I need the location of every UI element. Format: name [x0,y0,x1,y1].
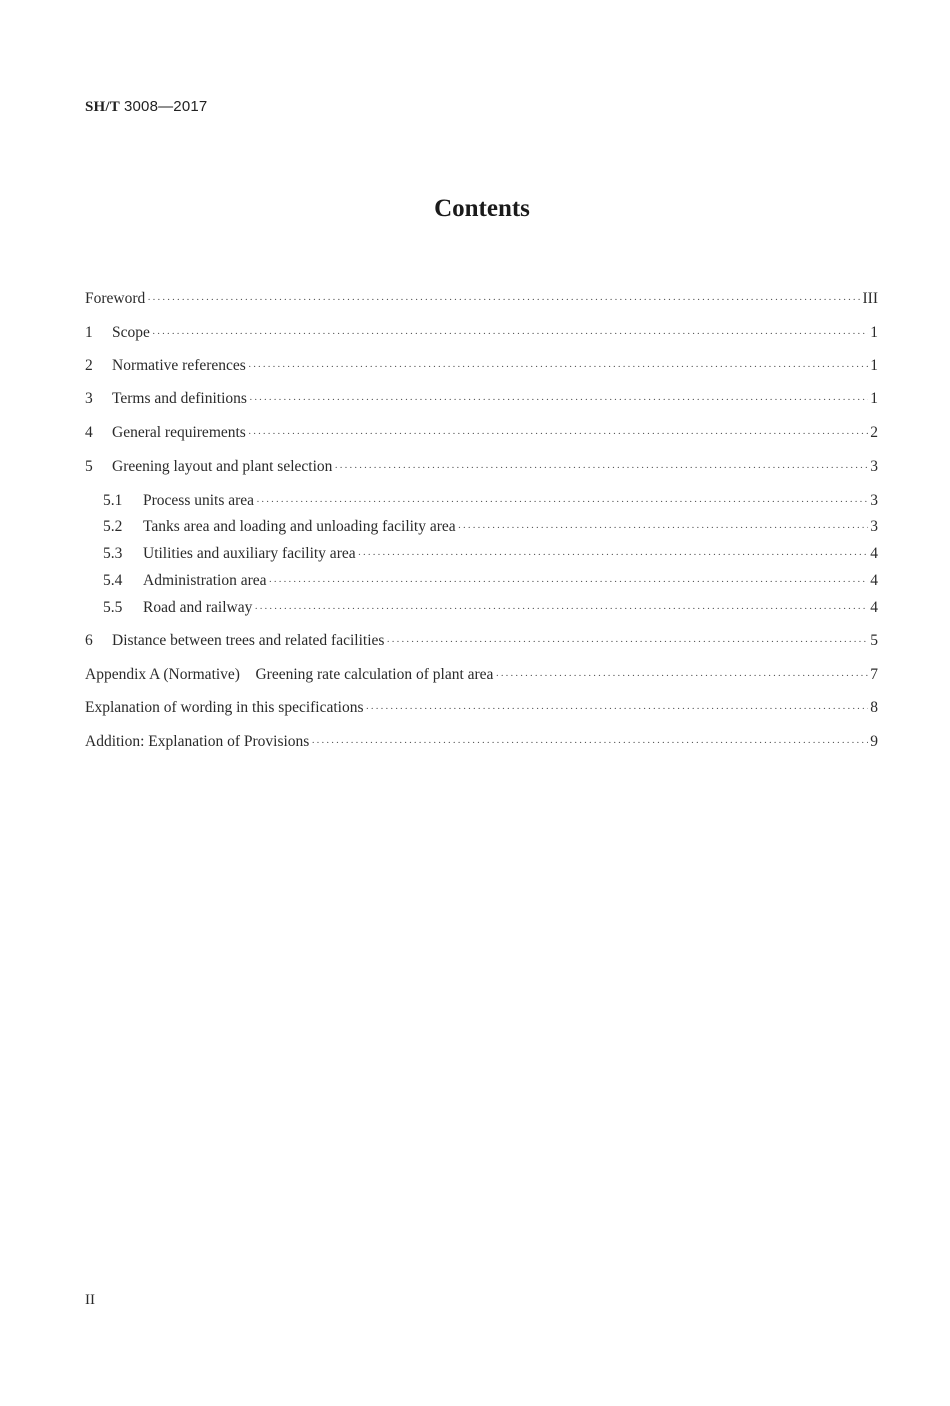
toc-entry-label: Road and railway [143,599,253,616]
toc-entry-greening-layout[interactable] [85,456,878,478]
toc-entry-page: 4 [870,599,878,616]
toc-leader-dots [256,491,868,513]
toc-leader-dots [248,423,868,445]
toc-entry-number: 6 [85,632,93,649]
toc-entry-label: Process units area [143,492,255,509]
toc-entry-addition-explanation[interactable] [85,731,878,753]
toc-leader-dots [366,698,869,720]
toc-entry-number: 5.3 [103,545,123,562]
toc-entry-normative-references[interactable] [85,355,878,377]
toc-entry-number: 4 [85,424,93,441]
toc-entry-page: 4 [870,572,878,589]
toc-entry-terms-and-definitions[interactable] [85,388,878,410]
toc-entry-number: 3 [85,390,93,407]
page-title: Contents [434,195,530,222]
toc-leader-dots [254,598,868,620]
toc-entry-number: 5 [85,458,93,475]
toc-entry-number: 5.2 [103,518,123,535]
document-code [85,98,207,116]
toc-entry-page: 9 [870,733,878,750]
toc-leader-dots [334,457,868,479]
toc-entry-page: 2 [870,424,878,441]
toc-entry-label: Foreword [85,290,146,307]
toc-entry-label: Addition: Explanation of Provisions [85,733,310,750]
toc-entry-explanation-of-wording[interactable] [85,697,878,719]
toc-entry-label: Scope [112,324,150,341]
toc-entry-label: Greening layout and plant selection [112,458,333,475]
toc-entry-utilities-area[interactable] [103,543,878,565]
toc-leader-dots [152,323,868,345]
toc-entry-scope[interactable] [85,322,878,344]
toc-entry-page: III [862,290,878,307]
toc-entry-page: 8 [870,699,878,716]
toc-leader-dots [311,732,868,754]
toc-entry-label: Appendix A (Normative) Greening rate calculation of plant area [85,666,494,683]
document-code-number: 3008—2017 [123,98,208,115]
toc-entry-page: 1 [870,324,878,341]
toc-entry-page: 1 [870,357,878,374]
toc-entry-page: 7 [870,666,878,683]
toc-leader-dots [269,571,869,593]
page-number: II [85,1292,95,1308]
toc-entry-number: 5.5 [103,599,123,616]
toc-entry-number: 2 [85,357,93,374]
toc-entry-general-requirements[interactable] [85,422,878,444]
toc-leader-dots [386,631,868,653]
toc-leader-dots [248,356,868,378]
toc-entry-label: Utilities and auxiliary facility area [143,545,356,562]
document-code-prefix: SH/T [85,99,120,115]
toc-leader-dots [458,517,869,539]
toc-entry-page: 1 [870,390,878,407]
toc-entry-label: Normative references [112,357,246,374]
toc-leader-dots [358,544,869,566]
toc-entry-page: 4 [870,545,878,562]
toc-entry-label: Explanation of wording in this specifications [85,699,364,716]
toc-entry-label: Distance between trees and related facilities [112,632,385,649]
toc-entry-road-and-railway[interactable] [103,597,878,619]
toc-entry-administration-area[interactable] [103,570,878,592]
toc-entry-label: General requirements [112,424,246,441]
toc-entry-number: 1 [85,324,93,341]
toc-entry-appendix-a[interactable] [85,664,878,686]
toc-leader-dots [249,389,868,411]
toc-entry-page: 3 [870,492,878,509]
toc-entry-label: Terms and definitions [112,390,247,407]
toc-entry-page: 3 [870,458,878,475]
toc-leader-dots [147,289,860,311]
toc-entry-label: Administration area [143,572,267,589]
toc-entry-tanks-area[interactable] [103,516,878,538]
toc-entry-page: 3 [870,518,878,535]
toc-entry-label: Tanks area and loading and unloading facility area [143,518,456,535]
toc-leader-dots [495,665,868,687]
toc-entry-process-units-area[interactable] [103,490,878,512]
toc-entry-number: 5.4 [103,572,123,589]
toc-entry-page: 5 [870,632,878,649]
toc-entry-distance-between-trees[interactable] [85,630,878,652]
toc-entry-foreword[interactable] [85,288,878,310]
toc-entry-number: 5.1 [103,492,123,509]
